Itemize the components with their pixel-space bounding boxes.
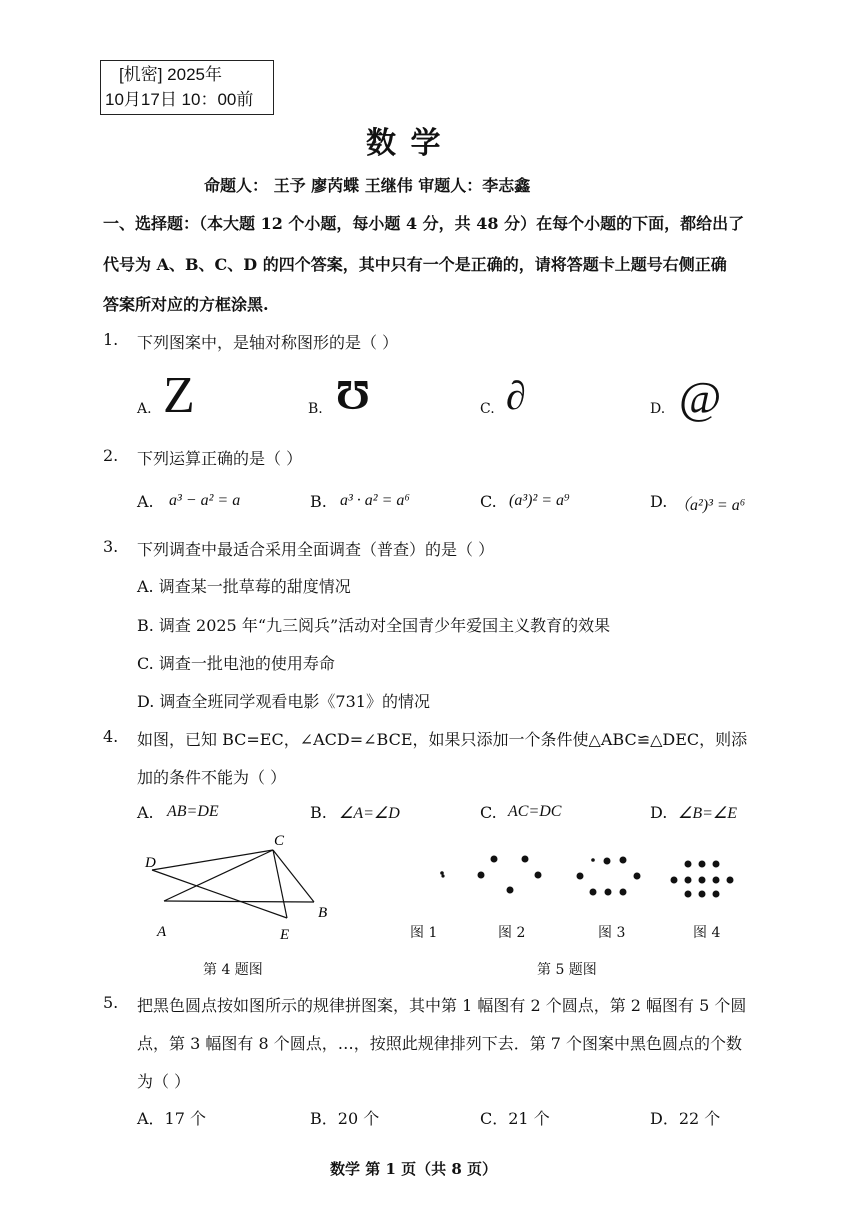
q2-option-b-label: B. (310, 492, 327, 511)
q1-option-a-symbol: Z (163, 367, 195, 424)
q3-option-a: A. 调查某一批草莓的甜度情况 (137, 577, 351, 596)
q4-figure-caption: 第 4 题图 (203, 962, 263, 978)
section1-line2: 代号为 A、B、C、D 的四个答案，其中只有一个是正确的，请将答题卡上题号右侧正确 (103, 255, 727, 274)
dot (440, 871, 444, 875)
dot (685, 891, 692, 898)
q2-option-d-label: D. (650, 492, 668, 511)
q2-text: 下列运算正确的是（ ） (137, 449, 303, 468)
q4-line1: 如图，已知 BC=EC，∠ACD=∠BCE，如果只添加一个条件使△ABC≌△DEC，则添 (137, 730, 748, 749)
q4-option-d-expr: ∠B=∠E (678, 805, 738, 822)
q1-option-b-label: B. (308, 401, 323, 417)
dot (441, 874, 444, 877)
q5-line1: 把黑色圆点按如图所示的规律拼图案，其中第 1 幅图有 2 个圆点，第 2 幅图有 5 个圆 (137, 996, 747, 1015)
confidential-line2: 10月17日 10：00前 (105, 90, 254, 109)
dot (699, 877, 706, 884)
dot (685, 877, 692, 884)
q2-option-c-label: C. (480, 492, 497, 511)
q3-option-c: C. 调查一批电池的使用寿命 (137, 654, 335, 673)
segment-cb (273, 850, 314, 902)
q2-option-d-expr: （a²)³ = a⁶ (674, 497, 746, 514)
q1-option-c-symbol: ∂ (506, 373, 526, 418)
q2-option-a-label: A. (137, 492, 154, 511)
q1-number: 1. (103, 330, 119, 349)
dot (685, 861, 692, 868)
dot (713, 891, 720, 898)
q4-option-c-expr: AC=DC (508, 803, 562, 820)
q4-option-a-label: A. (137, 803, 154, 822)
q5-option-d: D．22 个 (650, 1109, 721, 1128)
q3-option-b: B. 调查 2025 年“九三阅兵”活动对全国青少年爱国主义教育的效果 (137, 616, 611, 635)
q2-option-a-expr: a³ − a² = a (169, 492, 241, 509)
q1-option-a-label: A. (137, 401, 152, 417)
q5-figure-label-2: 图 2 (498, 925, 526, 941)
q4-option-a-expr: AB=DE (167, 803, 219, 820)
q4-option-b-expr: ∠A=∠D (339, 805, 400, 822)
q5-figure-caption: 第 5 题图 (537, 962, 597, 978)
page-title: 数 学 (366, 126, 443, 161)
dot (491, 856, 498, 863)
segment-ce (273, 850, 287, 918)
dot (535, 872, 542, 879)
q1-option-d-symbol: @ (679, 372, 722, 423)
dot (699, 861, 706, 868)
dot (522, 856, 529, 863)
q5-figure-label-4: 图 4 (693, 925, 721, 941)
point-a-label: A (157, 924, 167, 940)
q5-number: 5. (103, 993, 119, 1012)
q2-number: 2. (103, 446, 119, 465)
q4-option-d-label: D. (650, 803, 668, 822)
q5-option-a: A．17 个 (137, 1109, 207, 1128)
q5-option-c: C．21 个 (480, 1109, 550, 1128)
dot (671, 877, 678, 884)
q5-option-b: B．20 个 (310, 1109, 380, 1128)
dot (620, 889, 627, 896)
dot (577, 873, 584, 880)
confidential-line1: [机密] 2025年 (119, 65, 222, 84)
q4-number: 4. (103, 727, 119, 746)
dot (604, 858, 611, 865)
section1-line1: 一、选择题：（本大题 12 个小题，每小题 4 分，共 48 分）在每个小题的下面，都给出了 (103, 214, 745, 233)
q5-figure-label-3: 图 3 (598, 925, 626, 941)
dot (620, 857, 627, 864)
q1-option-d-label: D. (650, 401, 666, 417)
page-footer: 数学 第 1 页（共 8 页） (330, 1160, 497, 1178)
confidential-box (100, 60, 274, 115)
q4-figure (140, 828, 340, 946)
q1-option-b-symbol: Ʊ (336, 373, 370, 419)
segment-de (152, 870, 287, 918)
q2-option-b-expr: a³ · a² = a⁶ (340, 492, 410, 509)
point-b-label: B (318, 905, 328, 921)
q1-option-c-label: C. (480, 401, 495, 417)
q5-figure-label-1: 图 1 (410, 925, 438, 941)
q3-number: 3. (103, 537, 119, 556)
point-e-label: E (280, 927, 290, 943)
q5-figure (430, 848, 750, 906)
section1-line3: 答案所对应的方框涂黑. (103, 295, 269, 314)
q2-option-c-expr: (a³)² = a⁹ (509, 492, 570, 509)
q4-option-c-label: C. (480, 803, 497, 822)
q3-option-d: D. 调查全班同学观看电影《731》的情况 (137, 692, 430, 711)
dot (634, 873, 641, 880)
dot (605, 889, 612, 896)
q4-option-b-label: B. (310, 803, 327, 822)
q5-line3: 为（ ） (137, 1072, 191, 1091)
authors-line: 命题人： 王予 廖芮蝶 王继伟 审题人：李志鑫 (204, 176, 531, 195)
dot (590, 889, 597, 896)
segment-dc (152, 850, 273, 870)
dot (478, 872, 485, 879)
point-c-label: C (274, 833, 285, 849)
dot (507, 887, 514, 894)
q1-text: 下列图案中，是轴对称图形的是（ ） (137, 333, 399, 352)
q5-line2: 点，第 3 幅图有 8 个圆点，…，按照此规律排列下去．第 7 个图案中黑色圆点的个数 (137, 1034, 743, 1053)
dot (699, 891, 706, 898)
dot (713, 861, 720, 868)
q4-line2: 加的条件不能为（ ） (137, 768, 287, 787)
point-d-label: D (145, 855, 156, 871)
dot (591, 858, 595, 862)
dot (713, 877, 720, 884)
dot (727, 877, 734, 884)
q3-text: 下列调查中最适合采用全面调查（普查）的是（ ） (137, 540, 495, 559)
